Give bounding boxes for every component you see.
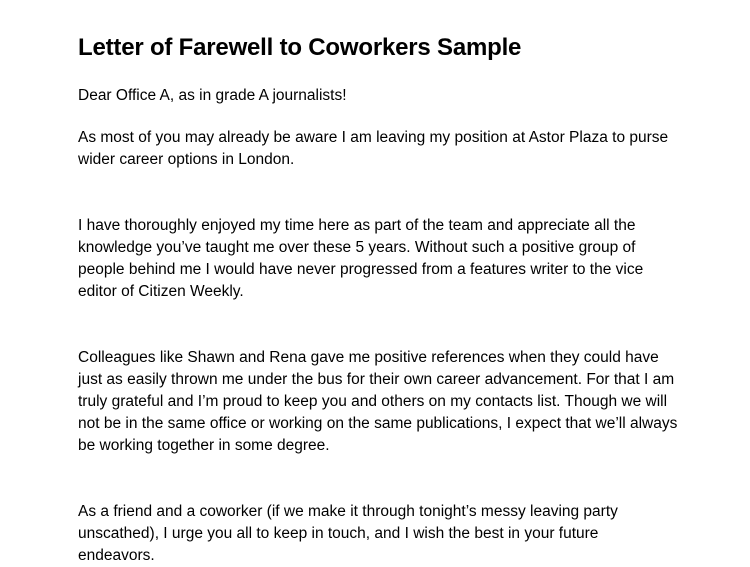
paragraph-closing: As a friend and a coworker (if we make it through tonight’s messy leaving party unscathed), I urge you all to keep in touch, and I wish the best in your future endeavors. <box>78 502 618 564</box>
paragraph-gratitude: I have thoroughly enjoyed my time here as part of the team and appreciate all the knowledge you’ve taught me over these 5 years. Without such a positive group of people behind me I would have never progressed from a features writer to the vice editor of Citizen Weekly. <box>78 216 644 300</box>
paragraph-announcement: As most of you may already be aware I am leaving my position at Astor Plaza to purse wider career options in London. <box>78 128 669 168</box>
page-title: Letter of Farewell to Coworkers Sample <box>78 34 522 61</box>
paragraph-colleagues: Colleagues like Shawn and Rena gave me positive references when they could have just as easily thrown me under the bus for their own career advancement. For that I am truly grateful and I’m proud to keep you and others on my contacts list. Though we will not be in the same office or working on the same publications, I expect that we’ll always be working together in some degree. <box>78 348 678 454</box>
paragraph-salutation: Dear Office A, as in grade A journalists! <box>78 86 347 104</box>
